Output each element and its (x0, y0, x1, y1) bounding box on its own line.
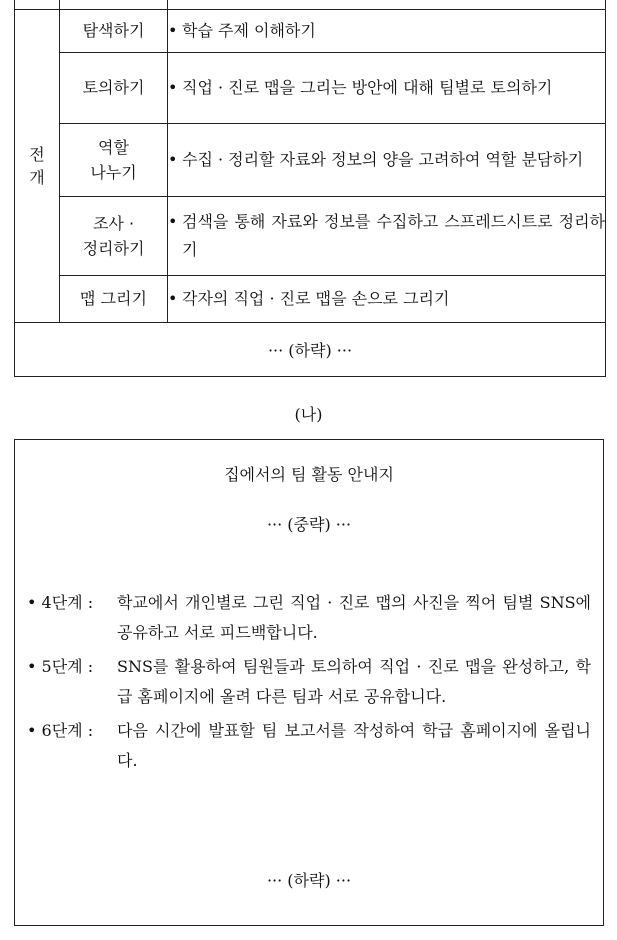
activity-cell (60, 275, 168, 322)
activity-cell (60, 196, 168, 275)
activity-description: 검색을 통해 자료와 정보를 수집하고 스프레드시트로 정리하기 (182, 211, 605, 259)
activity-label: 정리하기 (82, 238, 145, 258)
table-row (15, 275, 606, 322)
bullet-mark: • (168, 149, 178, 169)
lesson-plan-table (14, 0, 606, 377)
stage-label-char: 개 (29, 167, 45, 187)
table-omitted-row (15, 322, 606, 376)
description-cell (168, 123, 606, 196)
bullet-mark: • (168, 77, 178, 97)
activity-description: 직업 · 진로 맵을 그리는 방안에 대해 팀별로 토의하기 (182, 77, 553, 97)
list-item (27, 716, 591, 776)
activity-description: 수집 · 정리할 자료와 정보의 양을 고려하여 역할 분담하기 (182, 149, 584, 169)
table-row (15, 52, 606, 123)
activity-cell (60, 9, 168, 52)
step-label: • 6단계 : (27, 721, 94, 740)
bullet-mark: • (168, 20, 178, 40)
step-text: 다음 시간에 발표할 팀 보고서를 작성하여 학급 홈페이지에 올립니다. (117, 721, 591, 770)
step-text: SNS를 활용하여 팀원들과 토의하여 직업 · 진로 맵을 완성하고, 학급 홈페이지에 올려 다른 팀과 서로 공유합니다. (117, 657, 591, 706)
step-label: • 5단계 : (27, 657, 94, 676)
step-text: 학교에서 개인별로 그린 직업 · 진로 맵의 사진을 찍어 팀별 SNS에 공유하고 서로 피드백합니다. (117, 593, 591, 642)
team-activity-notice-box (14, 439, 604, 926)
activity-cell (60, 52, 168, 123)
notice-title: 집에서의 팀 활동 안내지 (224, 465, 394, 484)
bullet-mark: • (168, 288, 178, 308)
section-caption: (나) (294, 405, 323, 424)
activity-label: 나누기 (90, 162, 137, 182)
table-top-stub-row (15, 0, 606, 9)
table-row (15, 196, 606, 275)
table-stub-cell (60, 0, 168, 9)
table-row (15, 123, 606, 196)
notice-omitted-bottom: ··· (하략) ··· (266, 871, 352, 890)
table-row (15, 9, 606, 52)
activity-description: 학습 주제 이해하기 (182, 20, 316, 40)
description-cell (168, 275, 606, 322)
activity-label: 맵 그리기 (80, 289, 147, 308)
notice-omitted-middle: ··· (중략) ··· (266, 515, 352, 534)
activity-label: 토의하기 (82, 78, 145, 97)
stage-cell (15, 9, 60, 322)
description-cell (168, 9, 606, 52)
step-list (27, 588, 591, 780)
stage-label-char: 전 (29, 144, 45, 164)
omitted-text: ··· (하략) ··· (267, 340, 353, 360)
activity-label: 탐색하기 (82, 21, 145, 40)
activity-description: 각자의 직업 · 진로 맵을 손으로 그리기 (182, 288, 450, 308)
step-label: • 4단계 : (27, 593, 94, 612)
activity-cell (60, 123, 168, 196)
omitted-cell (15, 322, 606, 376)
list-item (27, 652, 591, 712)
list-item (27, 588, 591, 648)
activity-label: 역할 (98, 137, 129, 157)
table-stub-cell (168, 0, 606, 9)
description-cell (168, 196, 606, 275)
stage-label (15, 143, 59, 189)
bullet-mark: • (168, 211, 178, 231)
table-stub-cell (15, 0, 60, 9)
description-cell (168, 52, 606, 123)
activity-label: 조사 · (92, 213, 135, 233)
